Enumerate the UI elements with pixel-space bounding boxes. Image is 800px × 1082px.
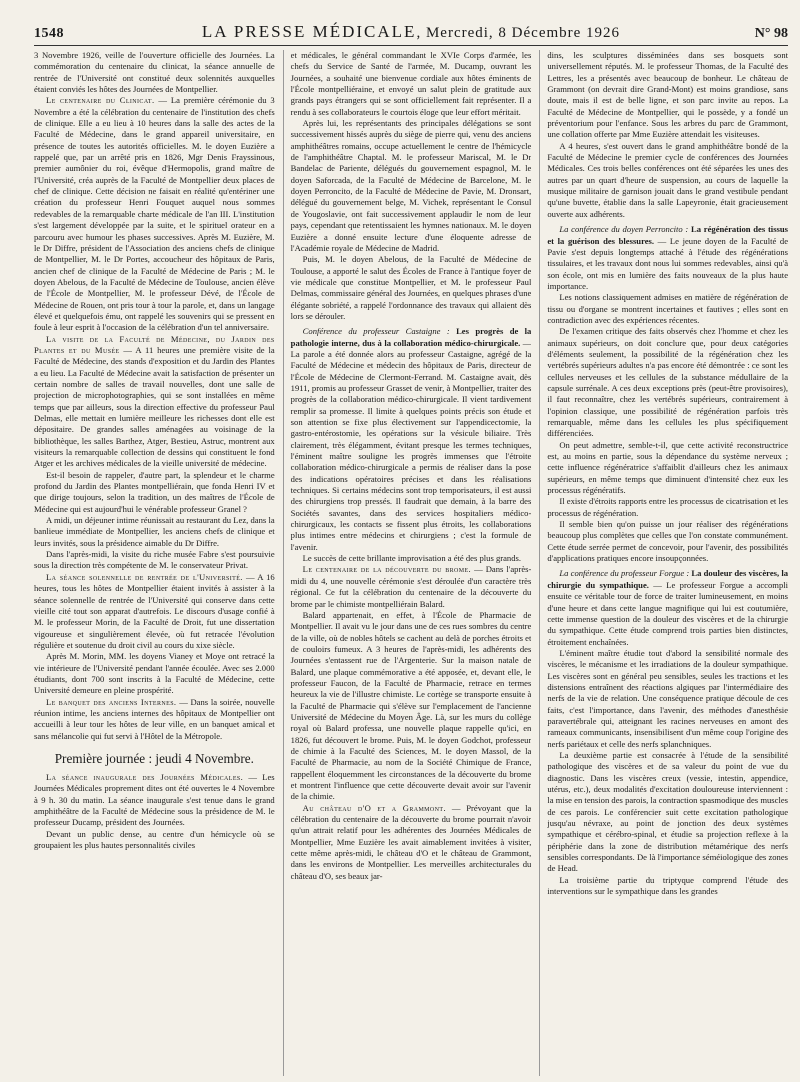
paragraph: Le succès de cette brillante improvisation a été des plus grands. bbox=[302, 553, 522, 564]
paragraph: Dans l'après-midi, la visite du riche musée Fabre s'est poursuivie sous la direction très compétente de M. le conservateur Privat. bbox=[34, 549, 275, 571]
paragraph-text: — A 16 heures, tous les hôtes de Montpellier étaient invités à assister à la séance solennelle de rentrée de l'Université qui conserve dans cette vieille cité tout son apparat d'autrefois. Le discours d'usage confié à M. le professeur Morin, de la Faculté de Droit, fut une dissertation vigoureuse et singulièrement élevée, où fut retracée l'évolution régulière et soutenue du droit civil au cours du xixe siècle. bbox=[34, 571, 275, 650]
masthead: LA PRESSE MÉDICALE bbox=[201, 22, 417, 41]
paragraph-text: — La parole a été donnée alors au professeur Castaigne, agrégé de la Faculté de Médecine et médecin des hôpitaux de Paris, directeur de l'École de Médecine de Clermont-Ferrand. M. Castaigne avait, dès 1911, promis au professeur Grasset de venir, à Montpellier, traiter des progrès de la collaboration médico-chirurgicale. Il vient tardivement remplir sa promesse. Il limite à quelques points précis son étude et son attention se fixe plus électivement sur l'appendicectomie, la gastro-entérostomie, les opérations sur la vésicule biliaire. Très clairement, très élégamment, évitant presque les termes techniques, l'éminent maître souligne les progrès immenses que l'étroite collaboration médico-chirurgicale a permis de réaliser dans la pose des indications opératoires précises et dans les réalisations techniques. Si certains médecins sont trop temporisateurs, il est aussi des chirurgiens trop pressés. Il faudrait que demain, à la barre des Sociétés savantes, dans des services hospitaliers médico-chirurgicaux, les contacts se fissent plus étroits, les collaborations plus intimes entre médecins et chirurgiens ; c'est la formule de l'avenir. bbox=[290, 337, 532, 552]
paragraph bbox=[291, 564, 532, 609]
paragraph bbox=[547, 568, 788, 647]
subheading-italic: La conférence du doyen Perroncito : bbox=[559, 224, 689, 235]
paragraph-text: — Le professeur Forgue a accompli ensuite ce véritable tour de force de traiter lumineusement, en moins d'une heure et dans cette langue magnifique qui lui est coutumière, cette immense question de la douleur des viscères et de la chirurgie du sympathique. Cette étude comprend trois parties bien distinctes, étroitement enchaînées. bbox=[547, 579, 788, 647]
paragraph: Puis, M. le doyen Abelous, de la Faculté de Médecine de Toulouse, a apporté le salut des Écoles de France à l'antique foyer de vie médicale que constitue Montpellier, et M. le professeur Paul Delmas, commissaire général des Journées, en quelques phrases d'une élégante sobriété, a rappelé l'ordonnance des travaux qui allaient dès lors se dérouler. bbox=[290, 254, 532, 321]
section-rubric: Le banquet des anciens Internes. bbox=[46, 696, 177, 707]
paragraph: Il semble bien qu'on puisse un jour réaliser des régénérations beaucoup plus complètes que celles que l'on constate communément. Cette étude serrée permet de concevoir, pour l'avenir, des possibilités d'applications pratiques encore insoupçonnées. bbox=[547, 519, 788, 564]
subheading-bold: Les progrès de la pathologie interne, dus à la collaboration médico-chirurgicale. bbox=[290, 326, 532, 348]
paragraph: et médicales, le général commandant le XVIe Corps d'armée, les chefs du Service de Santé de l'armée, M. Ducamp, ouvrant les Journées, a souhaité une bienvenue cordiale aux hôtes éminents de l'École montpelliéraine, et envoyé un salut plein de gratitude aux grands pays étrangers qui se sont officiellement fait représenter. Il a rendu à ses collaborateurs le courtois éloge que leur effort méritait. bbox=[290, 50, 532, 117]
paragraph: De l'examen critique des faits observés chez l'homme et chez les animaux supérieurs, on doit conclure que, pour deux catégories d'éléments seulement, la possibilité de la régénération chez les vertébrés supérieurs adultes n'a pas encore été démontrée : ce sont les cellules nerveuses et les cellules de la substance médullaire de la capsule surrénale. A ces deux exceptions près (peut-être provisoires), il faut reconnaître, chez les vertébrés supérieurs, contrairement à l'opinion classique, une possibilité de régénération parfois très remarquable, même dans les cellules les plus spécifiquement différenciées. bbox=[547, 326, 788, 439]
column-2 bbox=[283, 50, 532, 1076]
paragraph: 3 Novembre 1926, veille de l'ouverture officielle des Journées. La commémoration du centenaire du clinicat, la séance annuelle de rentrée de l'Université ont constitué deux solennités auxquelles étaient conviés les hôtes des Journées de Montpellier. bbox=[34, 50, 275, 95]
paragraph: A 4 heures, s'est ouvert dans le grand amphithéâtre bondé de la Faculté de Médecine le premier cycle de conférences des Journées Médicales. Ces trois belles conférences ont été séparées les unes des autres par un quart d'heure de suspension, au cours de laquelle la musique militaire de garnison jouait dans le grand vestibule pendant qu'une buvette, établie dans la salle Lapeyronie, était gracieusement ouverte aux adhérents. bbox=[547, 140, 788, 219]
paragraph: Est-il besoin de rappeler, d'autre part, la splendeur et le charme profond du Jardin des Plantes montpelliérain, que fonda Henri IV et que dirige toujours, selon la tradition, un des maîtres de l'École de Médecine qui est aujourd'hui le vénérable professeur Granel ? bbox=[34, 469, 275, 514]
paragraph bbox=[547, 224, 788, 292]
paragraph bbox=[34, 572, 275, 651]
paragraph-text: — Les Journées Médicales proprement dites ont été ouvertes le 4 Novembre à 9 h. 30 du matin. La séance inaugurale s'est tenue dans le grand amphithéâtre de la Faculté de Médecine sous la présidence de M. le professeur Ducamp, président des Journées. bbox=[34, 771, 275, 828]
subheading-italic: La conférence du professeur Forgue : bbox=[559, 568, 690, 579]
paragraph bbox=[291, 803, 532, 882]
section-rubric: Le centenaire du Clinicat. bbox=[46, 95, 155, 106]
paragraph bbox=[34, 95, 275, 333]
article-columns bbox=[34, 50, 788, 1076]
paragraph-text: — A 11 heures une première visite de la Faculté de Médecine, des stands d'exposition et du Jardin des Plantes a eu lieu. La Faculté de Médecine avait la satisfaction de présenter un certain nombre de salles de travail nouvelles, dont une salle de projection de microphotographies, qui se sont installées en même temps que par ailleurs, sous la direction effective du professeur Paul Delmas, elle mettait en lumière meilleure les richesses dont elle est dépositaire. De grandes salles aménagées au voisinage de la bibliothèque, les salles Barthez, Atger, Bestieu, Astruc, montrent aux visiteurs la remarquable collection de dessins qui constituent le fond Atger et les archives médicales de la vieille université de médecine. bbox=[34, 344, 275, 469]
issue-number: N° 98 bbox=[754, 26, 788, 41]
column-3 bbox=[539, 50, 788, 1076]
paragraph: La troisième partie du triptyque comprend l'étude des interventions sur le sympathique dans les grandes bbox=[547, 874, 788, 897]
paragraph: Les notions classiquement admises en matière de régénération de tissu ou d'organe se montrent incertaines et fautives ; elles sont en contradiction avec des expériences récentes. bbox=[547, 292, 788, 325]
paragraph: Après lui, les représentants des principales délégations se sont successivement hissés auprès du siège de pierre qui, venu des anciens amphithéâtres romains, occupe actuellement le centre de l'hémicycle de l'amphithéâtre Chaptal. M. le professeur Mariscal, M. le Dr Bandelac de Pariente, délégués du gouvernement espagnol, M. le doyen Saforcada, de la Faculté de Médecine de Barcelone, M. le doyen Perroncito, de la Faculté de Médecine de Pavie, M. Dronsart, délégué du gouvernement belge, M. Vichek, représentant le Consul de Yougoslavie, ont fait successivement applaudir le nom de leur pays, cependant que retentissaient les hymnes nationaux. M. le doyen Euzière a donné ensuite lecture d'une éloquente adresse de l'Académie royale de Médecine de Madrid. bbox=[290, 118, 532, 253]
section-rubric: La séance inaugurale des Journées Médicales. bbox=[46, 771, 244, 782]
paragraph: A midi, un déjeuner intime réunissait au restaurant du Lez, dans la banlieue immédiate de Montpellier, les anciens chefs de clinique et leurs invités, sous la présidence aimable du Dr Diffre. bbox=[34, 515, 275, 548]
paragraph: Il existe d'étroits rapports entre les processus de cicatrisation et les processus de régénération. bbox=[547, 496, 788, 518]
header-rule bbox=[34, 45, 788, 46]
paragraph: La deuxième partie est consacrée à l'étude de la sensibilité pathologique des viscères et de sa valeur du point de vue du diagnostic. Dans les viscères creux (vessie, intestin, appendice, utérus, etc.), deux modalités d'excitation douloureuse interviennent : la mise en tension des parois, la contraction spasmodique des muscles de ces parois. Le conférencier suit cette excitation pathologique jusqu'au névraxe, au point de jonction des deux systèmes sympathique et cérébro-spinal, et étudie sa projection reflexe à la périphérie dans la zone de distribution métamérique des nerfs sensibles correspondants. De là l'importance séméiologique des zones de Head. bbox=[547, 749, 788, 874]
section-rubric: Au château d'O et a Grammont. bbox=[302, 802, 447, 813]
subheading-italic: Conférence du professeur Castaigne : bbox=[302, 326, 450, 337]
section-rubric: Le centenaire de la découverte du brome. bbox=[302, 564, 472, 575]
paragraph bbox=[34, 697, 275, 742]
paragraph-text: — Prévoyant que la célébration du centenaire de la découverte du brome pourrait n'avoir qu'un attrait relatif pour les adhérentes des Journées Médicales de Montpellier, Mme Euzière les avait aimablement invitées à visiter, cette même après-midi, le château d'O et le château de Grammont, dans les environs de Montpellier. Les merveilles architecturales du château d'O, ses beaux jar- bbox=[290, 802, 532, 881]
paragraph: Balard appartenait, en effet, à l'École de Pharmacie de Montpellier. Il avait vu le jour dans une de ces rues sombres du centre de la ville, où de nobles hôtels se cachent au delà de porches étroits et de couloirs fumeux. A 3 heures de l'après-midi, les adhérents des Journées s'entassent rue de l'Argenterie. Sur la maison natale de Balard, une plaque commémorative a été apposée, et, devant elle, le professeur Faucon, de la Faculté de Pharmacie, retrace en termes heureux la vie de l'illustre chimiste. Le cortège se transporte ensuite à la Faculté de Pharmacie qui s'élève sur l'emplacement de l'ancienne Université de Médecine du Moyen Âge. Là, sur les murs du collège royal où Balard professa, une nouvelle plaque rappelle qu'ici, en 1826, fut découvert le brome. Puis, M. le doyen Godchot, professeur de chimie à la Faculté des Sciences, M. le doyen Massol, de la Faculté de Pharmacie, au nom de la Société Chimique de France, rappellent éloquemment les circonstances de la découverte du brome et montrent l'influence que cette découverte devait avoir sur l'avenir de la chimie. bbox=[290, 609, 532, 802]
section-heading: Première journée : jeudi 4 Novembre. bbox=[54, 750, 254, 766]
paragraph-text: — Dans la soirée, nouvelle réunion intime, les anciens internes des hôpitaux de Montpellier ont accueilli à leur tour les hôtes de leur ville, en un banquet amical et sans mélancolie qui fut servi à l'Hôtel de la Métropole. bbox=[34, 696, 275, 741]
paragraph-text: — La première cérémonie du 3 Novembre a été la célébration du centenaire de l'institution des chefs de clinique. Elle a eu lieu à 10 heures dans la salle des actes de la Faculté de Médecine, dans le grand appareil universitaire, en présence de toutes les autorités officielles. M. le doyen Euzière a rappelé que, par un arrêté pris en 1826, Mgr Denis Frayssinous, premier aumônier du roi, évêque d'Hermopolis, grand maître de l'Université, créa auprès de la Faculté de Montpellier deux places de chef de clinique. Cette décision ne faisait en réalité qu'entériner une création du professeur Henri Fouquet auquel nous sommes redevables de la remarquable charte médicale de l'an III. L'institution s'est largement développée par la suite, et le spirituel orateur en a parcouru avec humour les phases successives. Après M. Euzière, M. le Dr Diffre, président de l'Association des anciens chefs de clinique de Montpellier, M. le Dr Portes, accoucheur des hôpitaux de Paris, ancien chef de clinique de la Faculté de Médecine de Paris ; M. le doyen Abelous, de la Faculté de Médecine de Toulouse, ancien élève de l'École de Montpellier, M. le professeur Dévé, de l'École de Médecine de Rouen, ont pris tour à tour la parole, et, dans un langage élevé et quelquefois ému, ont rappelé les souvenirs qui se pressent en foule à leur esprit à l'occasion de la célébration d'un tel anniversaire. bbox=[34, 95, 275, 333]
paragraph bbox=[34, 772, 275, 829]
paragraph-text: — Dans l'après-midi du 4, une nouvelle cérémonie s'est déroulée d'un caractère très régional. Ce fut la célébration du centenaire de la découverte du brome par le chimiste montpelliérain Balard. bbox=[290, 564, 532, 609]
paragraph: On peut admettre, semble-t-il, que cette activité reconstructrice est, au moins en partie, sous la dépendance du système nerveux ; cette influence régénératrice s'affaiblit d'ailleurs chez les animaux supérieurs, en même temps que diminuent d'intensité chez eux les processus régénératifs. bbox=[547, 439, 788, 496]
paragraph: dins, les sculptures disséminées dans ses bosquets sont universellement réputés. M. le professeur Thomas, de la Faculté des Lettres, les a présentés avec beaucoup de bonheur. Le château de Grammont (on devrait dire Grand-Mont) est moins grandiose, sans doute, mais il est de belle ligne, et son parc invite au repos. La Faculté de Médecine de Montpellier, qui le possède, y a fondé un préventorium pour l'enfance. Sous les arbres du parc de Grammont, une collation offerte par Mme Euzière attendait les visiteuses. bbox=[547, 50, 788, 140]
section-rubric: La visite de la Faculté de Médecine, du Jardin des Plantes et du Musée bbox=[34, 333, 275, 355]
subheading-bold: La régénération des tissus et la guérison des blessures. bbox=[547, 224, 788, 246]
issue-date: , Mercredi, 8 Décembre 1926 bbox=[416, 25, 621, 41]
page-number: 1548 bbox=[34, 26, 64, 41]
paragraph bbox=[34, 334, 275, 470]
header-title bbox=[114, 22, 708, 42]
column-1 bbox=[34, 50, 275, 1076]
page-header bbox=[34, 18, 788, 42]
subheading-bold: La douleur des viscères, la chirurgie du sympathique. bbox=[547, 568, 788, 590]
section-rubric: La séance solennelle de rentrée de l'Université. bbox=[46, 571, 243, 582]
paragraph: L'éminent maître étudie tout d'abord la sensibilité normale des viscères, le mécanisme et les irradiations de la douleur sympathique. Les viscères sont en général peu sensibles, seules les tractions et les distensions entraînent des réactions algiques par l'intermédiaire des nerfs de la vie de relation. Une conséquence pratique découle de ces faits, c'est l'importance, dans l'avenir, des méthodes d'anesthésie paravertébrale qui, atteignant les racines nerveuses en amont des rameaux communicants, insensibilisent d'un même coup l'origine des nerfs pariétaux et celle des nerfs splanchniques. bbox=[547, 647, 788, 749]
paragraph-text: — Le jeune doyen de la Faculté de Pavie s'est depuis longtemps attaché à l'étude des régénérations tissulaires, et les travaux dont nous lui sommes redevables, ainsi qu'à son école, ont mis en lumière des faits nouveaux de la plus haute importance. bbox=[547, 235, 788, 291]
paragraph: Devant un public dense, au centre d'un hémicycle où se groupaient les plus hautes personnalités civiles bbox=[34, 828, 275, 851]
paragraph bbox=[291, 326, 532, 553]
paragraph: Après M. Morin, MM. les doyens Vianey et Moye ont retracé la vie intérieure de l'Université pendant l'année écoulée. Avec ses 2.000 étudiants, dont 700 sont inscrits à la Faculté de Médecine, cette Université demeure en pleine prospérité. bbox=[34, 651, 275, 696]
